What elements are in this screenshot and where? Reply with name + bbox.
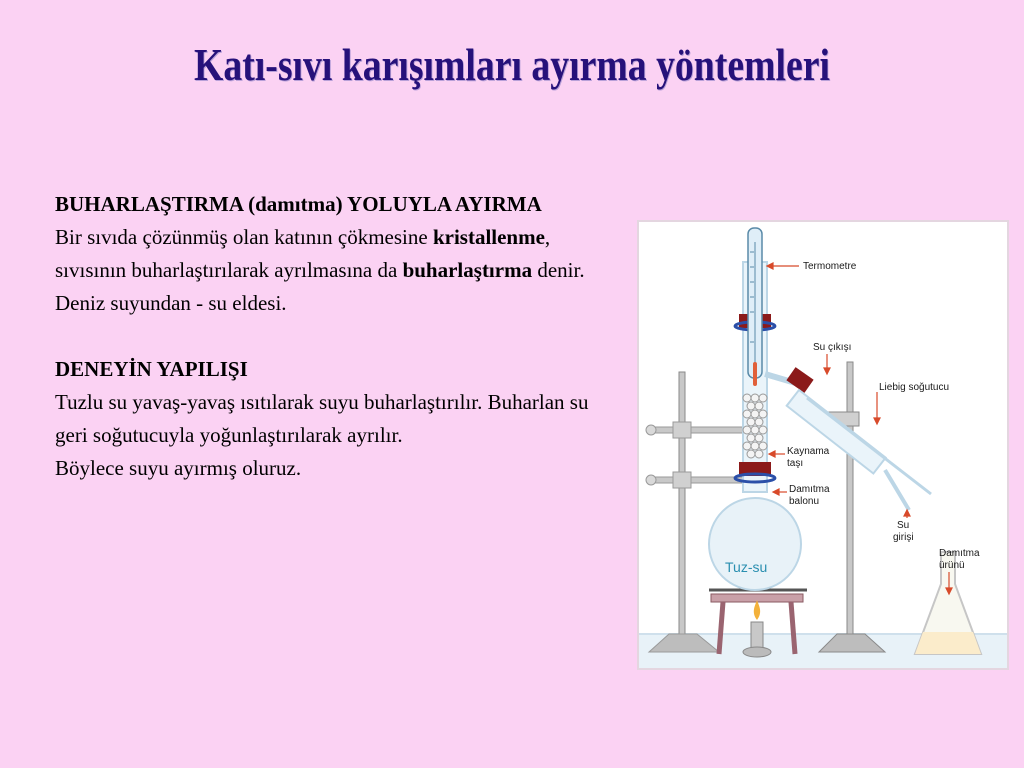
label-water-in-1: Su <box>897 520 910 531</box>
term-kristallenme: kristallenme <box>432 225 545 249</box>
procedure-step-1: Tuzlu su yavaş-yavaş ısıtılarak suyu buharlaştırılır. Buharlan su geri soğutucuyla yoğunlaştırılarak ayrılır. <box>55 390 589 447</box>
slide-title: Katı-sıvı karışımları ayırma yöntemleri <box>194 39 830 90</box>
term-buharlastirma: buharlaştırma <box>402 258 533 282</box>
definition-paragraph: Bir sıvıda çözünmüş olan katının çökmesine kristallenme, sıvısının buharlaştırılarak ayrılmasına da buharlaştırma denir. <box>55 225 585 282</box>
example-paragraph: Deniz suyundan - su eldesi. <box>55 291 287 315</box>
thermometer <box>748 228 762 386</box>
section1-heading: BUHARLAŞTIRMA (damıtma) YOLUYLA AYIRMA <box>55 192 542 216</box>
label-salt-water: Tuz-su <box>725 559 768 575</box>
procedure-step-2: Böylece suyu ayırmış oluruz. <box>55 456 302 480</box>
bunsen-burner <box>743 600 771 657</box>
label-water-in-2: girişi <box>893 532 914 543</box>
label-boiling-stone-2: taşı <box>787 458 804 469</box>
label-product-2: ürünü <box>939 560 965 571</box>
label-water-out: Su çıkışı <box>813 342 852 353</box>
section2-heading: DENEYİN YAPILIŞI <box>55 357 248 381</box>
label-flask-2: balonu <box>789 496 820 507</box>
label-flask-1: Damıtma <box>789 484 830 495</box>
label-product-1: Damıtma <box>939 548 980 559</box>
label-liebig: Liebig soğutucu <box>879 382 950 393</box>
right-stand <box>819 362 885 652</box>
label-thermometer: Termometre <box>803 261 857 272</box>
distillation-apparatus-svg <box>639 222 1007 668</box>
label-boiling-stone-1: Kaynama <box>787 446 830 457</box>
text-content <box>55 188 615 485</box>
distillation-diagram <box>637 220 1009 670</box>
